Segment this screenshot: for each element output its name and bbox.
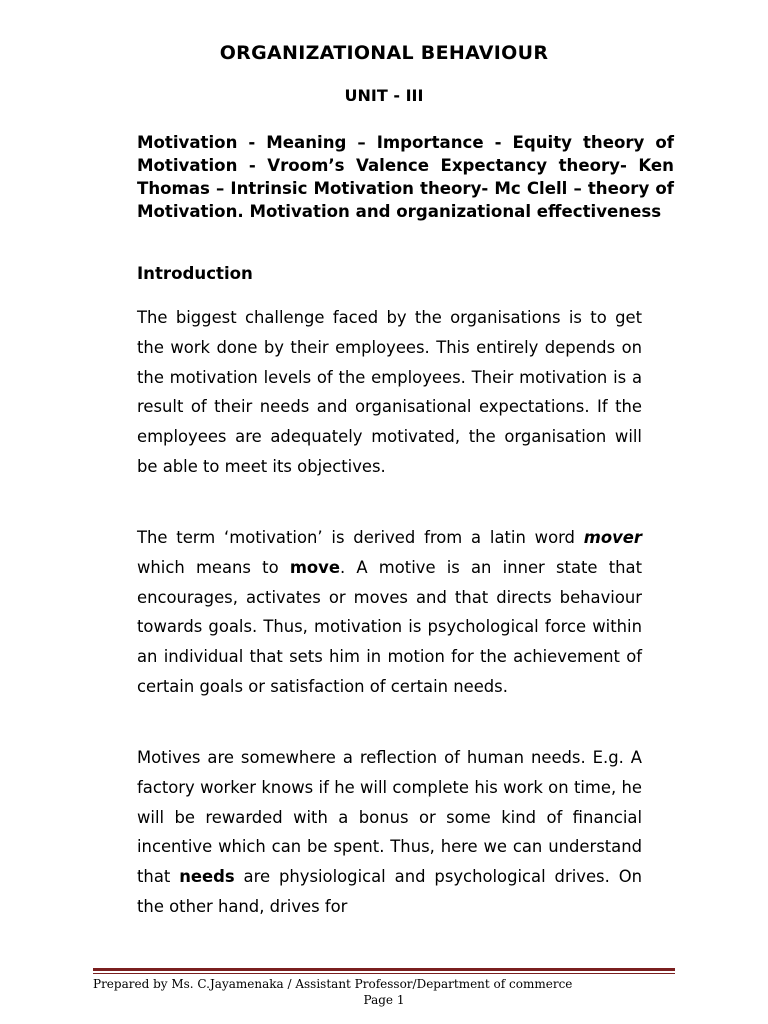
paragraph-2-text-a: The term ‘motivation’ is derived from a latin word — [137, 528, 584, 547]
paragraph-3-text-b: are physiological and psychological drives. On the other hand, drives for — [137, 867, 643, 916]
paragraph-1: The biggest challenge faced by the organisations is to get the work done by their employees. This entirely depends on the motivation levels of the employees. Their motivation is a result of their needs and organisational expectations. If the employees are adequately motivated, the organisation will be able to meet its objectives. — [137, 308, 642, 476]
term-mover: mover — [583, 528, 642, 547]
footer-page-number: Page 1 — [363, 993, 405, 1007]
footer-rule-thin — [93, 973, 675, 974]
paragraph-2 — [137, 523, 642, 702]
unit-heading — [0, 86, 768, 105]
paragraph-3-text-a: Motives are somewhere a reflection of human needs. E.g. A factory worker knows if he will complete his work on time, he will be rewarded with a bonus or some kind of financial incentive which can be spent. Thus, here we can understand that — [137, 748, 642, 887]
footer-rule-thick — [93, 968, 675, 971]
term-needs: needs — [179, 867, 235, 887]
footer-prepared-by: Prepared by Ms. C.Jayamenaka / Assistant Professor/Department of commerce — [93, 977, 573, 991]
paragraph-2-text-c: . A motive is an inner state that encourages, activates or moves and that directs behaviour towards goals. Thus, motivation is psychological force within an individual that sets him in motion for the achievement of certain goals or satisfaction of certain needs. — [137, 557, 642, 696]
document-title: ORGANIZATIONAL BEHAVIOUR — [219, 42, 549, 64]
unit-label: UNIT - III — [344, 86, 424, 105]
unit-topics: Motivation - Meaning – Importance - Equity theory of Motivation - Vroom’s Valence Expectancy theory- Ken Thomas – Intrinsic Motivation theory- Mc Clell – theory of Motivation. Motivation and organizational effectiveness — [137, 133, 674, 221]
paragraph-2-text-b: which means to — [137, 557, 290, 577]
paragraph-3 — [137, 743, 642, 922]
term-move: move — [289, 557, 340, 577]
introduction-heading: Introduction — [137, 264, 253, 283]
